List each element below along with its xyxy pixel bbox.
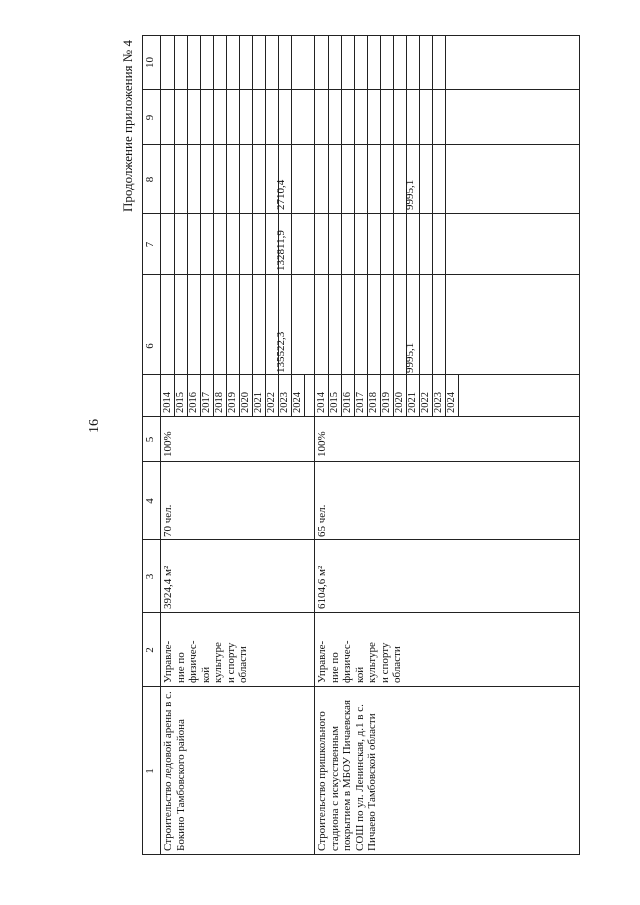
row2-year-1: 2015 (329, 392, 340, 413)
row2-year-8: 2022 (420, 392, 431, 413)
row2-year-10: 2024 (446, 392, 457, 413)
row1-year-4: 2018 (214, 392, 225, 413)
row2-capacity: 6104,6 м² (316, 565, 328, 609)
row2-year-3: 2017 (355, 392, 366, 413)
row2-people: 65 чел. (316, 504, 328, 537)
row2-year-6: 2020 (394, 392, 405, 413)
row2-year-4: 2018 (368, 392, 379, 413)
row1-executor: Управле- ние по физичес- кой культуре и спорту области (162, 640, 249, 683)
row2-year-2: 2016 (342, 392, 353, 413)
row1-year-10: 2024 (292, 392, 303, 413)
row2-c8: 9995,1 (404, 179, 416, 210)
row1-c8: 2710,4 (275, 179, 287, 210)
row2-year-7: 2021 (407, 392, 418, 413)
row2-executor: Управле- ние по физичес- кой культуре и спорту области (316, 640, 403, 683)
row1-year-1: 2015 (175, 392, 186, 413)
page-number: 16 (87, 419, 102, 433)
row2-year-0: 2014 (316, 392, 327, 413)
header-col-1: 1 (144, 768, 156, 774)
row1-year-3: 2017 (201, 392, 212, 413)
header-col-3: 3 (144, 573, 156, 580)
row1-year-6: 2020 (240, 392, 251, 413)
row2-c6: 9995,1 (404, 342, 416, 373)
header-col-4: 4 (144, 498, 156, 504)
row1-percent: 100% (162, 431, 174, 457)
row1-year-5: 2019 (227, 392, 238, 413)
row1-year-9: 2023 (279, 392, 290, 413)
row1-year-2: 2016 (188, 392, 199, 413)
appendix-title: Продолжение приложения № 4 (120, 40, 135, 212)
row1-capacity: 3924,4 м² (162, 565, 174, 609)
row1-year-0: 2014 (162, 392, 173, 413)
header-col-8: 8 (144, 176, 156, 183)
row1-name: Строительство ледовой арены в с. Бокино Тамбовского района (162, 691, 187, 851)
row1-c7: 132811,9 (275, 230, 287, 271)
row1-year-8: 2022 (266, 392, 277, 413)
header-col-2: 2 (144, 647, 156, 653)
row1-people: 70 чел. (162, 504, 174, 537)
header-col-9: 9 (144, 114, 156, 121)
header-col-10: 10 (144, 57, 156, 68)
header-col-6: 6 (144, 343, 156, 349)
row2-year-5: 2019 (381, 392, 392, 413)
row1-year-7: 2021 (253, 392, 264, 413)
row1-c6: 135522,3 (275, 331, 287, 373)
header-col-5: 5 (144, 436, 156, 443)
row2-percent: 100% (316, 431, 328, 457)
header-col-7: 7 (144, 241, 156, 248)
rotated-table (142, 35, 580, 855)
row2-year-9: 2023 (433, 392, 444, 413)
row2-name: Строительство пришкольного стадиона с искусственным покрытием в МБОУ Пичаевская СОШ по ул. Ленинская, д.1 в с. Пичаево Тамбовской области (316, 700, 378, 851)
